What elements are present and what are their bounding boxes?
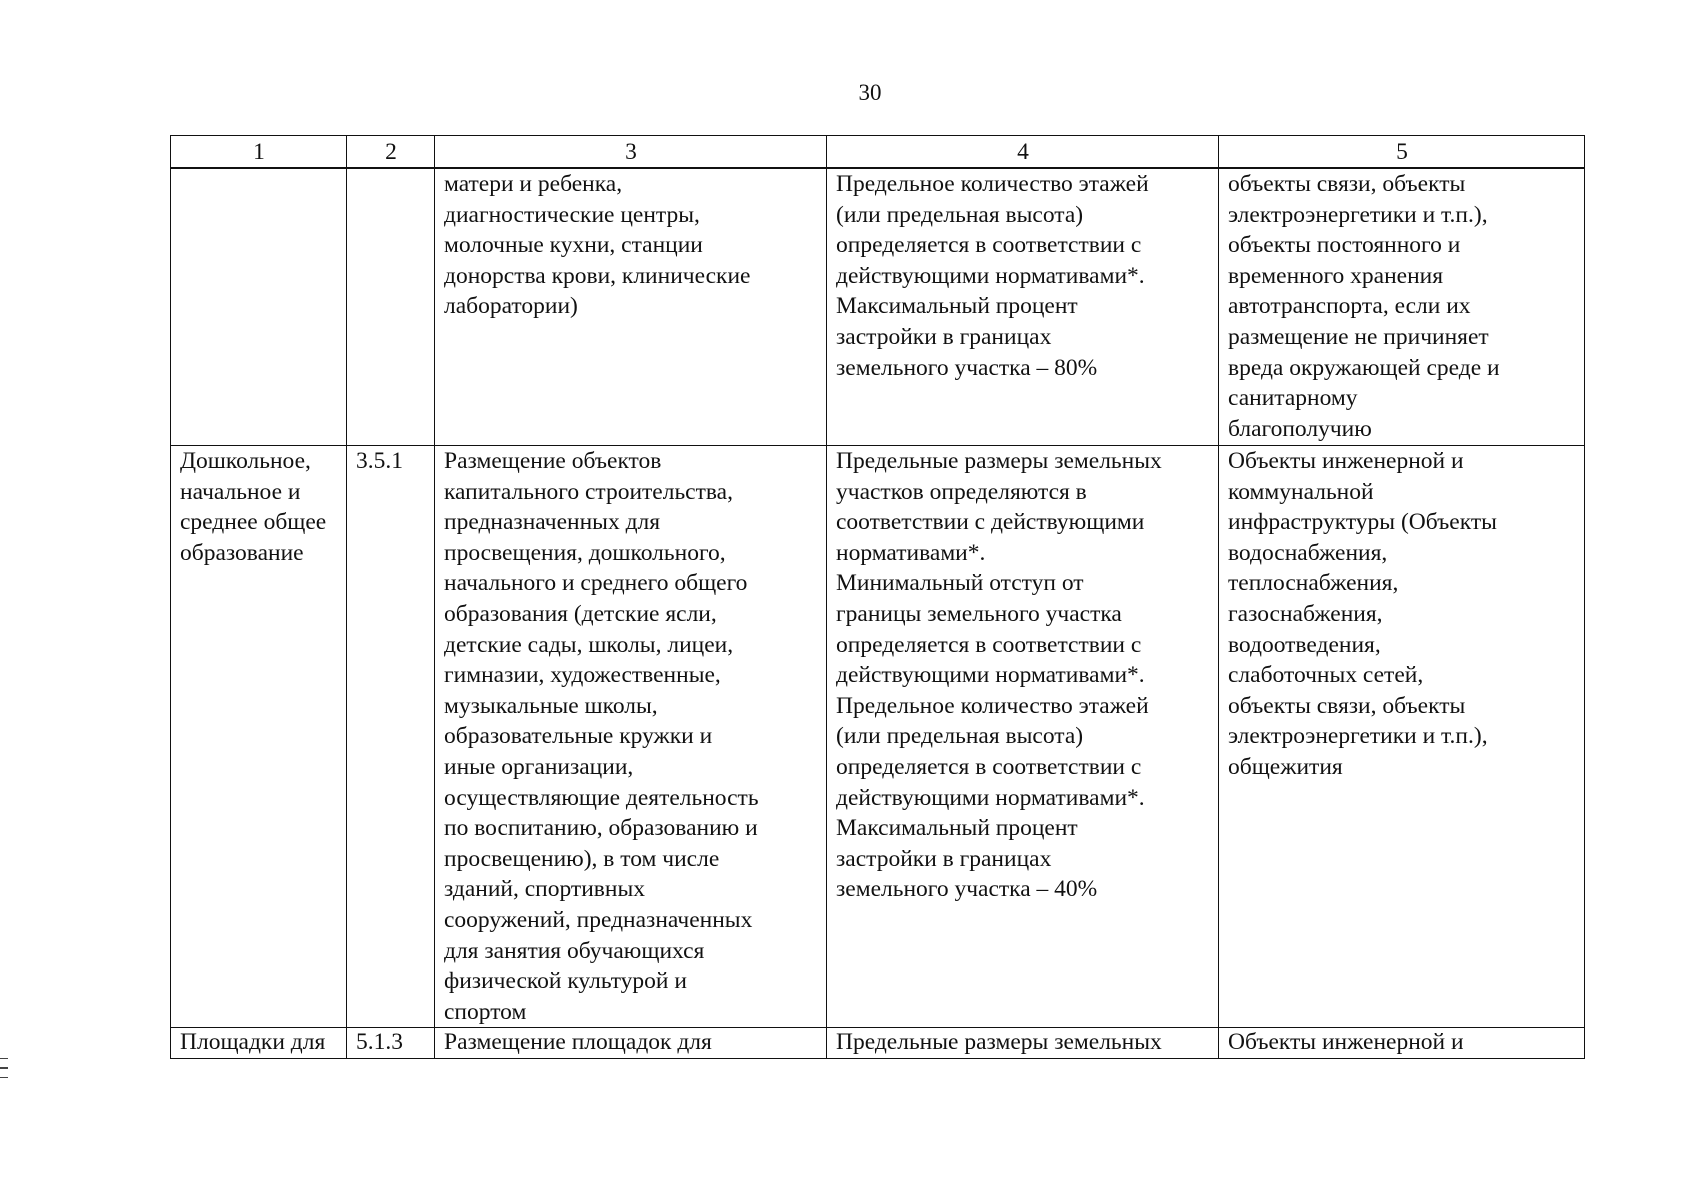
scan-margin-marks (0, 1058, 8, 1086)
cell-parameters: Предельные размеры земельных участков определяются в соответствии с действующими нормативами*. Минимальный отступ от границы земельного участка определяется в соответствии с действующими нормативами*. Предельное количество этажей (или предельная высота) определяется в соответствии с действующими нормативами*. Максимальный процент застройки в границах земельного участка – 40% (827, 446, 1219, 1028)
cell-description: Размещение площадок для (435, 1028, 827, 1059)
cell-code (347, 168, 435, 446)
cell-description: матери и ребенка, диагностические центры, молочные кухни, станции донорства крови, клинические лаборатории) (435, 168, 827, 446)
cell-use-type (171, 168, 347, 446)
cell-auxiliary-uses: Объекты инженерной и коммунальной инфраструктуры (Объекты водоснабжения, теплоснабжения, газоснабжения, водоотведения, слаботочных сетей, объекты связи, объекты электроэнергетики и т.п.), общежития (1219, 446, 1585, 1028)
table-row (171, 446, 1585, 1028)
cell-use-type: Дошкольное, начальное и среднее общее образование (171, 446, 347, 1028)
land-use-table (170, 135, 1585, 1059)
header-col-5: 5 (1219, 136, 1585, 169)
margin-tick (0, 1058, 8, 1059)
cell-code: 5.1.3 (347, 1028, 435, 1059)
margin-tick (0, 1067, 8, 1068)
cell-parameters: Предельное количество этажей (или предельная высота) определяется в соответствии с действующими нормативами*. Максимальный процент застройки в границах земельного участка – 80% (827, 168, 1219, 446)
cell-auxiliary-uses: Объекты инженерной и (1219, 1028, 1585, 1059)
header-col-4: 4 (827, 136, 1219, 169)
header-col-1: 1 (171, 136, 347, 169)
cell-parameters: Предельные размеры земельных (827, 1028, 1219, 1059)
header-col-2: 2 (347, 136, 435, 169)
table-header-row (171, 136, 1585, 169)
cell-description: Размещение объектов капитального строительства, предназначенных для просвещения, дошкольного, начального и среднего общего образования (детские ясли, детские сады, школы, лицеи, гимназии, художественные, музыкальные школы, образовательные кружки и иные организации, осуществляющие деятельность по воспитанию, образованию и просвещению), в том числе зданий, спортивных сооружений, предназначенных для занятия обучающихся физической культурой и спортом (435, 446, 827, 1028)
header-col-3: 3 (435, 136, 827, 169)
cell-auxiliary-uses: объекты связи, объекты электроэнергетики и т.п.), объекты постоянного и временного хранения автотранспорта, если их размещение не причиняет вреда окружающей среде и санитарному благополучию (1219, 168, 1585, 446)
table-row (171, 1028, 1585, 1059)
page-number: 30 (858, 80, 882, 105)
cell-code: 3.5.1 (347, 446, 435, 1028)
margin-tick (0, 1077, 8, 1078)
cell-use-type: Площадки для (171, 1028, 347, 1059)
table-row (171, 168, 1585, 446)
